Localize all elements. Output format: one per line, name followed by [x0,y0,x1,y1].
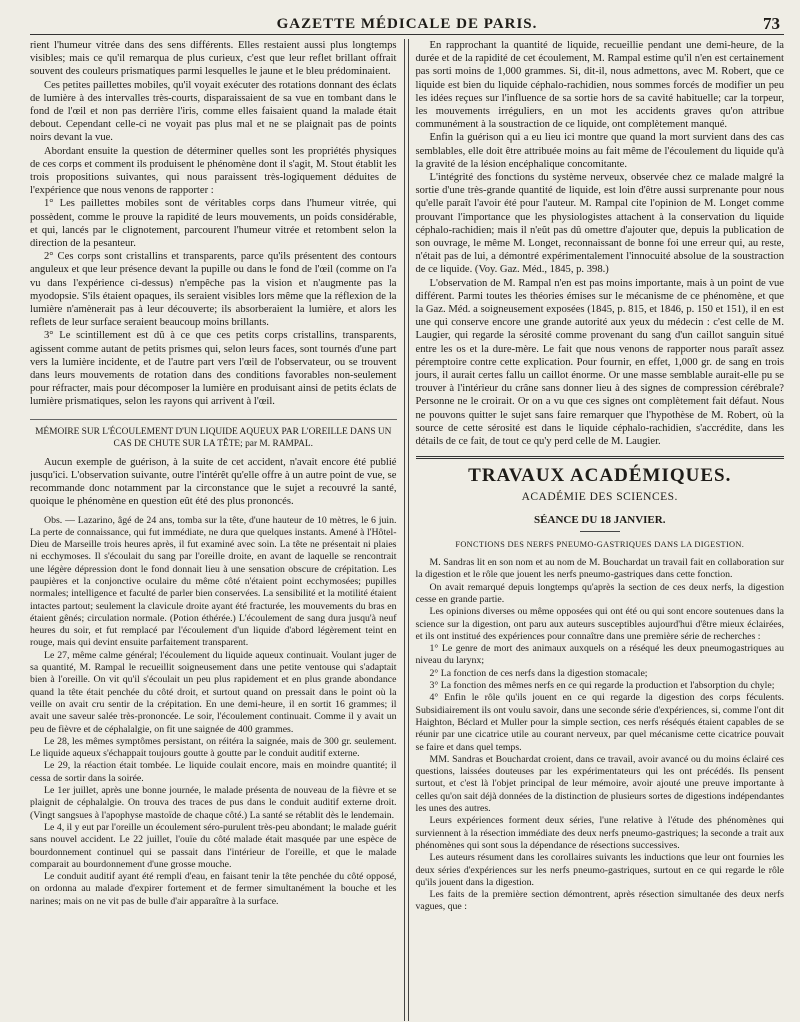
paragraph: Enfin la guérison qui a eu lieu ici montre que quand la mort survient dans des cas semblables, elle doit être attribuée moins au fait même de l'écoulement du liquide qu'à la gravité de la lésion encéphalique concomitante. [415,132,784,170]
research-item-2: 2° La fonction de ces nerfs dans la digestion stomacale; [429,667,648,679]
research-item-3: 3° La fonction des mêmes nerfs en ce qui regarde la production et l'absorption du chyle; [429,680,775,692]
paragraph: Les auteurs résument dans les corollaires suivants les inductions que leur ont fournies les deux séries d'expériences sur les nerfs pneumo-gastriques, surtout en ce qui regarde le rôle qu'ils jouent dans la digestion. [415,852,784,888]
observation-paragraph: Le conduit auditif ayant été rempli d'eau, en faisant tenir la tête penchée du côté opposé, on ordonna au malade d'expirer fortement et de fermer simultanément la bouche et les narines; mais on ne vit pas de bulle d'air apparaître à la surface. [30,871,397,907]
observation-paragraph: Le 4, il y eut par l'oreille un écoulement séro-purulent très-peu abondant; le malade guérit sans nouvel accident. Le 22 juillet, l'ouïe du côté malade était masquée par une espèce de bourdonnement continuel qui se passait dans l'intérieur de l'oreille, et que le malade comparait au bourdonnement d'une grosse mouche. [30,821,397,870]
observation-paragraph: Le 27, même calme général; l'écoulement du liquide aqueux continuait. Voulant juger de sa quantité, M. Rampal le recueillit soigneusement dans une petite ventouse qui s'adaptait bien à l'oreille. On vit qu'il s'écoulait un peu plus rapidement et en plus grande abondance quand la tête était penchée du côté droit, et surtout quand on pressait dans le point où la veille on avait cru sentir de la crépitation. En une demi-heure, il en sortit 16 grammes; il avait une saveur salée très-prononcée. Le soir, l'écoulement continuait. Comme il y avait un peu de fièvre et de céphalalgie, on fit une saignée de 400 grammes. [30,649,397,735]
memoire-intro: Aucun exemple de guérison, à la suite de cet accident, n'avait encore été publié jusqu'ici. L'observation suivante, outre l'intérêt qu'elle offre à un autre point de vue, se recommande donc notamment par la circonstance que le sujet a recouvré la santé, quoique le phénomène en question eût été des plus prononcés. [30,456,397,508]
academy-name: ACADÉMIE DES SCIENCES. [521,490,678,503]
paragraph: Les faits de la première section démontrent, après résection simultanée des deux nerfs vagues, que : [415,889,784,913]
paragraph: rient l'humeur vitrée dans des sens différents. Elles restaient aussi plus longtemps visibles; mais ce qu'il remarqua de plus curieux, c'est que leur reflet brillant offrait souvent des couleurs prismatiques parmi lesquelles le jaune et le bleu prédominaient. [30,40,397,78]
observation-paragraph: Obs. — Lazarino, âgé de 24 ans, tomba sur la tête, d'une hauteur de 10 mètres, le 6 juin. La perte de connaissance, qui fut immédiate, ne dura que quelques instants. Amené à l'Hôtel-Dieu de Marseille trois heures après, il fut examiné avec soin. La tête ne présentait ni plaies ni ecchymoses. Il s'écoulait du sang par l'oreille droite, en avant de laquelle se rencontrait une légère dépression dont le fond donnait lieu à une sensation obscure de crépitation. Les paupières et la conjonctive oculaire du même côté n'étaient point ecchymosées; pupilles normales; intelligence et faculté de parler bien conservées. La sensibilité et la motilité étaient intactes partout; seulement la clavicule droite ayant été fracturée, les mouvements du bras en étaient gênés; circulation normale. (Potion éthérée.) L'écoulement de sang dura jusqu'à neuf heures du soir, et fut remplacé par l'écoulement d'un liquide d'abord légèrement teint en rouge, mais qui devint ensuite parfaitement transparent. [30,514,397,649]
paragraph: L'observation de M. Rampal n'en est pas moins importante, mais à un point de vue différent. Parmi toutes les théories émises sur le mécanisme de ce phénomène, et que la Gaz. Méd. a soigneusement exposées (1845, p. 815, et 1846, p. 150 et 151), il en est une qui conserve encore une grande autorité aux yeux du médecin : c'est celle de M. Laugier, qui regarde la sérosité comme provenant du sang d'un caillot sanguin situé entre les os et la dure-mère. Le fait que nous venons de rapporter nous paraît assez péremptoire contre cette explication. Pour fournir, en effet, 1,000 gr. de sang en trois jours, il aurait certes fallu un caillot énorme. Or une masse semblable aurait-elle pu se trouver à l'intérieur du crâne sans donner lieu à des signes de compression cérébrale? Personne ne le croirait. Or on a vu que ces signes ont complètement fait défaut. Nous ne pouvons quitter le sujet sans faire remarquer que l'hypothèse de M. Robert, où la source de cette sérosité est dans le liquide céphalo-rachidien, s'accrédite, dans les détails de ce fait, de tout ce qu'y perd celle de M. Laugier. [415,277,784,448]
section-title: TRAVAUX ACADÉMIQUES. [468,465,732,487]
observation-paragraph: Le 28, les mêmes symptômes persistant, on réitéra la saignée, mais de 300 gr. seulement. Le liquide aqueux s'échappait toujours goutte à goutte par le conduit auditif externe. [30,735,397,760]
page-number: 73 [763,14,780,33]
page-header [30,8,784,35]
paragraph: Leurs expériences forment deux séries, l'une relative à l'étude des phénomènes qui surviennent à la résection immédiate des deux nerfs pneumo-gastriques; la seconde a trait aux phénomènes qui sont sous la dépendance de résections successives. [415,815,784,851]
memoire-heading: MÉMOIRE SUR L'ÉCOULEMENT D'UN LIQUIDE AQUEUX PAR L'OREILLE DANS UN CAS DE CHUTE SUR LA TÊTE; par M. RAMPAL. [30,419,397,450]
paragraph: L'intégrité des fonctions du système nerveux, observée chez ce malade malgré la sortie d'une très-grande quantité de liquide, est loin d'être aussi surprenante pour nous qu'elle paraît l'avoir été pour l'auteur. M. Rampal cite l'opinion de M. Longet comme prouvant l'importance que les physiologistes attachent à la conservation du liquide céphalo-rachidien; mais il n'eût pas dû omettre d'ajouter que, depuis la publication de son ouvrage, le même M. Longet, reconnaissant de bonne foi une erreur qui, au reste, n'était pas de lui, a démontré expérimentalement l'innocuité absolue de la soustraction de ce liquide. (Voy. Gaz. Méd., 1845, p. 398.) [415,172,784,276]
seance-date: SÉANCE DU 18 JANVIER. [534,513,666,526]
small-divider [580,531,620,532]
section-divider [416,456,785,459]
proposition-1: 1° Les paillettes mobiles sont de véritables corps dans l'humeur vitrée, qui possèdent, comme le prouve la rapidité de leurs mouvements, un poids considérable, et qui, lancés par le clignotement, parcourent l'humeur vitrée et retombent selon la direction de la pesanteur. [30,198,397,250]
proposition-3: 3° Le scintillement est dû à ce que ces petits corps cristallins, transparents, agissent comme autant de petits prismes qui, selon leurs faces, sont tournés d'une part vers la lumière incidente, et de l'autre part vers l'œil de l'observateur, ou se trouvent dans leurs mouvements de rotation dans des conditions favorables non-seulement pour réfracter, mais pour décomposer la lumière en produisant ainsi de petits éclats de lumière prismatiques, selon les rayons qui arrivent à l'œil. [30,330,397,408]
paragraph: On avait remarqué depuis longtemps qu'après la section de ces deux nerfs, la digestion cesse en grande partie. [415,581,784,605]
paragraph: MM. Sandras et Bouchardat croient, dans ce travail, avoir avancé ou du moins éclairé ces questions, laissées douteuses par les expérimentateurs qui les ont précédés. Ils pensent surtout, et c'est là l'objet principal de leur mémoire, avoir ajouté une preuve importante à celles qu'on sait déjà données de la distinction de plusieurs sortes de digestions indépendantes les unes des autres. [415,753,784,815]
paragraph: M. Sandras lit en son nom et au nom de M. Bouchardat un travail fait en collaboration sur la digestion et le rôle que jouent les nerfs pneumo-gastriques dans cette fonction. [415,557,784,581]
paragraph: Les opinions diverses ou même opposées qui ont été ou qui sont encore soutenues dans la science sur la digestion, ont paru aux auteurs susceptibles aujourd'hui d'être mieux éclairées, et ils ont institué des expériences pour connaître dans une première série de recherches : [415,606,784,642]
observation-paragraph: Le 1er juillet, après une bonne journée, le malade présenta de nouveau de la fièvre et se plaignit de céphalalgie. On trouva des traces de pus dans le conduit auditif externe droit. (Vingt sangsues à l'apophyse mastoïde de chaque côté.) La santé se rétablit dès le lendemain. [30,785,397,821]
paragraph: Abordant ensuite la question de déterminer quelles sont les propriétés physiques de ces corps et comment ils produisent le phénomène dont il s'agit, M. Stout établit les trois propositions suivantes, qui nous paraissent très-logiquement déduites de l'expérience que nous venons de rapporter : [30,145,397,197]
running-title: GAZETTE MÉDICALE DE PARIS. [276,16,538,32]
right-column [409,39,785,1021]
observation-block [30,515,397,909]
topic-heading: FONCTIONS DES NERFS PNEUMO-GASTRIQUES DANS LA DIGESTION. [455,539,745,549]
left-column [30,39,404,1021]
paragraph: En rapprochant la quantité de liquide, recueillie pendant une demi-heure, de la durée et de la rapidité de cet écoulement, M. Rampal estime qu'il n'en est certainement pas sorti moins de 1,000 grammes. Si, dit-il, nous admettons, avec M. Robert, que ce liquide est bien du liquide céphalo-rachidien, nous sommes forcés de modifier un peu les idées reçues sur l'influence de sa sortie hors de sa cavité habituelle; car la torpeur, les mouvements irréguliers, en un mot les accidents graves qu'on attribue communément à la soustraction de ce liquide, ont complètement manqué. [415,40,784,131]
research-item-4: 4° Enfin le rôle qu'ils jouent en ce qui regarde la digestion des corps féculents. Subsidiairement ils ont voulu savoir, dans une seconde série d'expériences, si, comme l'ont dit Haighton, Béclard et Muller pour la simple section, ces nerfs réséqués étaient capables de se réunir par une cicatrice utile au courant nerveux, par quel mécanisme cette cicatrice pouvait se faire et dans quel temps. [415,692,784,753]
research-item-1: 1° Le genre de mort des animaux auxquels on a réséqué les deux pneumogastriques au niveau du larynx; [415,643,784,667]
academy-report [416,557,785,914]
proposition-2: 2° Ces corps sont cristallins et transparents, parce qu'ils présentent des contours anguleux et que leur présence devant la pupille ou dans le fond de l'œil (comme on l'a vu dans l'expérience ci-dessus) n'empêche pas la vision et n'augmente pas la myodopsie. S'ils étaient opaques, ils seraient visibles lors même que la réflexion de la lumière n'amènerait pas à leur découverte; ils absorberaient la lumière, et alors les reflets de leur surface seraient beaucoup moins brillants. [30,251,397,329]
text-columns [30,39,784,1021]
paragraph: Ces petites paillettes mobiles, qu'il voyait exécuter des rotations donnant des éclats de lumière à des intervalles très-courts, disparaissaient de sa vue en tombant dans le fond de l'œil et non pas derrière l'iris, comme elles faisaient quand la malade était debout. Cependant celle-ci ne voyait pas plus mal et ne se plaignait pas de points noirs devant la vue. [30,79,397,144]
observation-paragraph: Le 29, la réaction était tombée. Le liquide coulait encore, mais en moindre quantité; il cessa de sortir dans la soirée. [30,760,397,784]
